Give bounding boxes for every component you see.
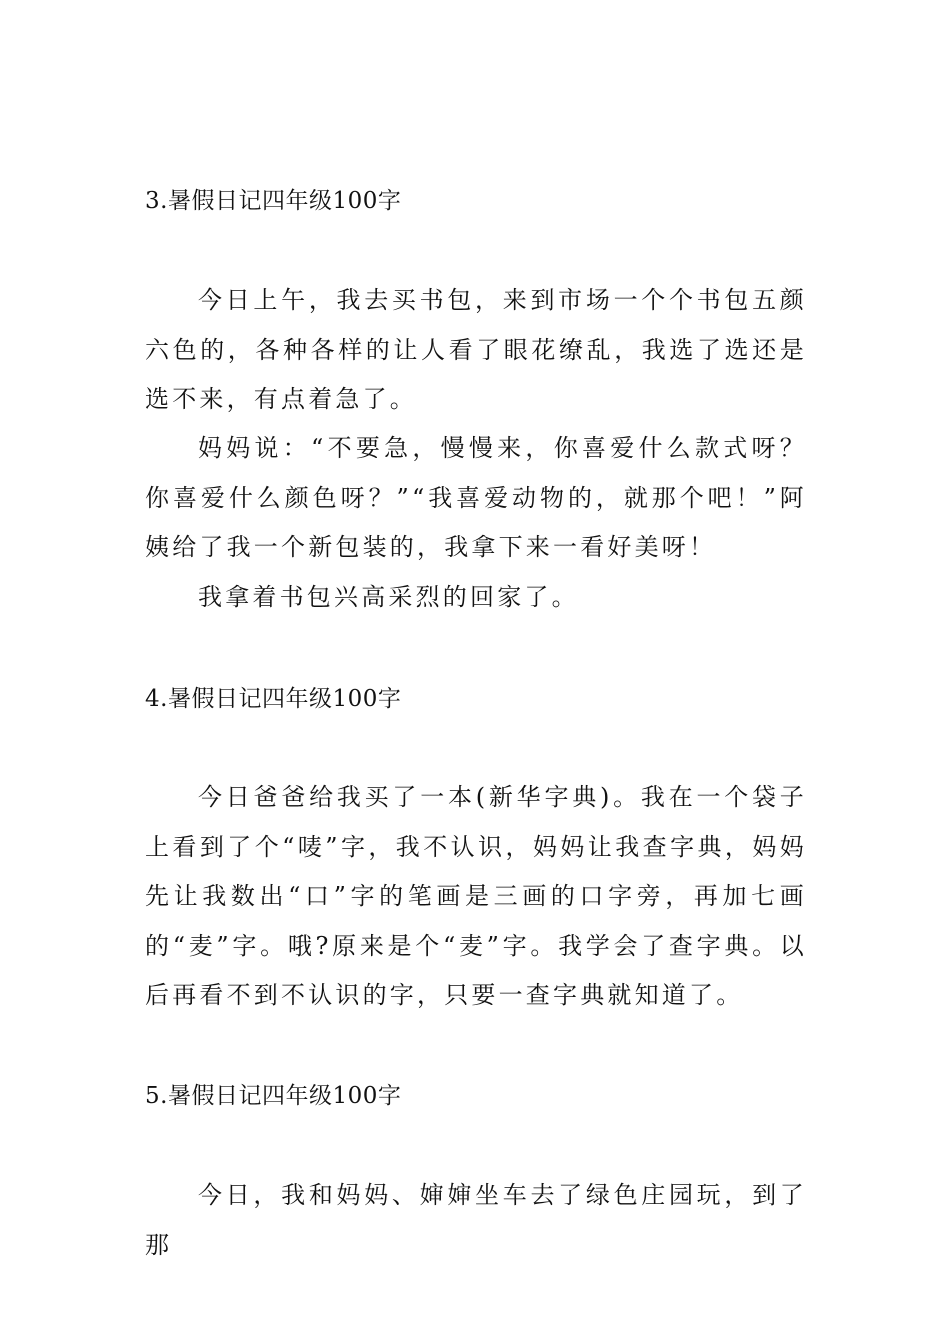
paragraph: 我拿着书包兴高采烈的回家了。 — [198, 583, 579, 611]
paragraph: 今日，我和妈妈、婶婶坐车去了绿色庄园玩，到了那 — [145, 1181, 807, 1259]
paragraph: 今日上午，我去买书包，来到市场一个个书包五颜六色的，各种各样的让人看了眼花缭乱，我选了选还是选不来，有点着急了。 — [145, 286, 807, 413]
section-heading-4: 4.暑假日记四年级100字 — [145, 686, 402, 712]
section-heading-5: 5.暑假日记四年级100字 — [145, 1083, 402, 1109]
paragraph: 今日爸爸给我买了一本(新华字典)。我在一个袋子上看到了个“唛”字，我不认识，妈妈让我查字典，妈妈先让我数出“口”字的笔画是三画的口字旁，再加七画的“麦”字。哦?原来是个“麦”字。我学会了查字典。以后再看不到不认识的字，只要一查字典就知道了。 — [145, 783, 807, 1009]
paragraph: 妈妈说：“不要急，慢慢来，你喜爱什么款式呀？你喜爱什么颜色呀？”“我喜爱动物的，就那个吧！”阿姨给了我一个新包装的，我拿下来一看好美呀！ — [145, 434, 807, 561]
section-heading-3: 3.暑假日记四年级100字 — [145, 188, 402, 214]
